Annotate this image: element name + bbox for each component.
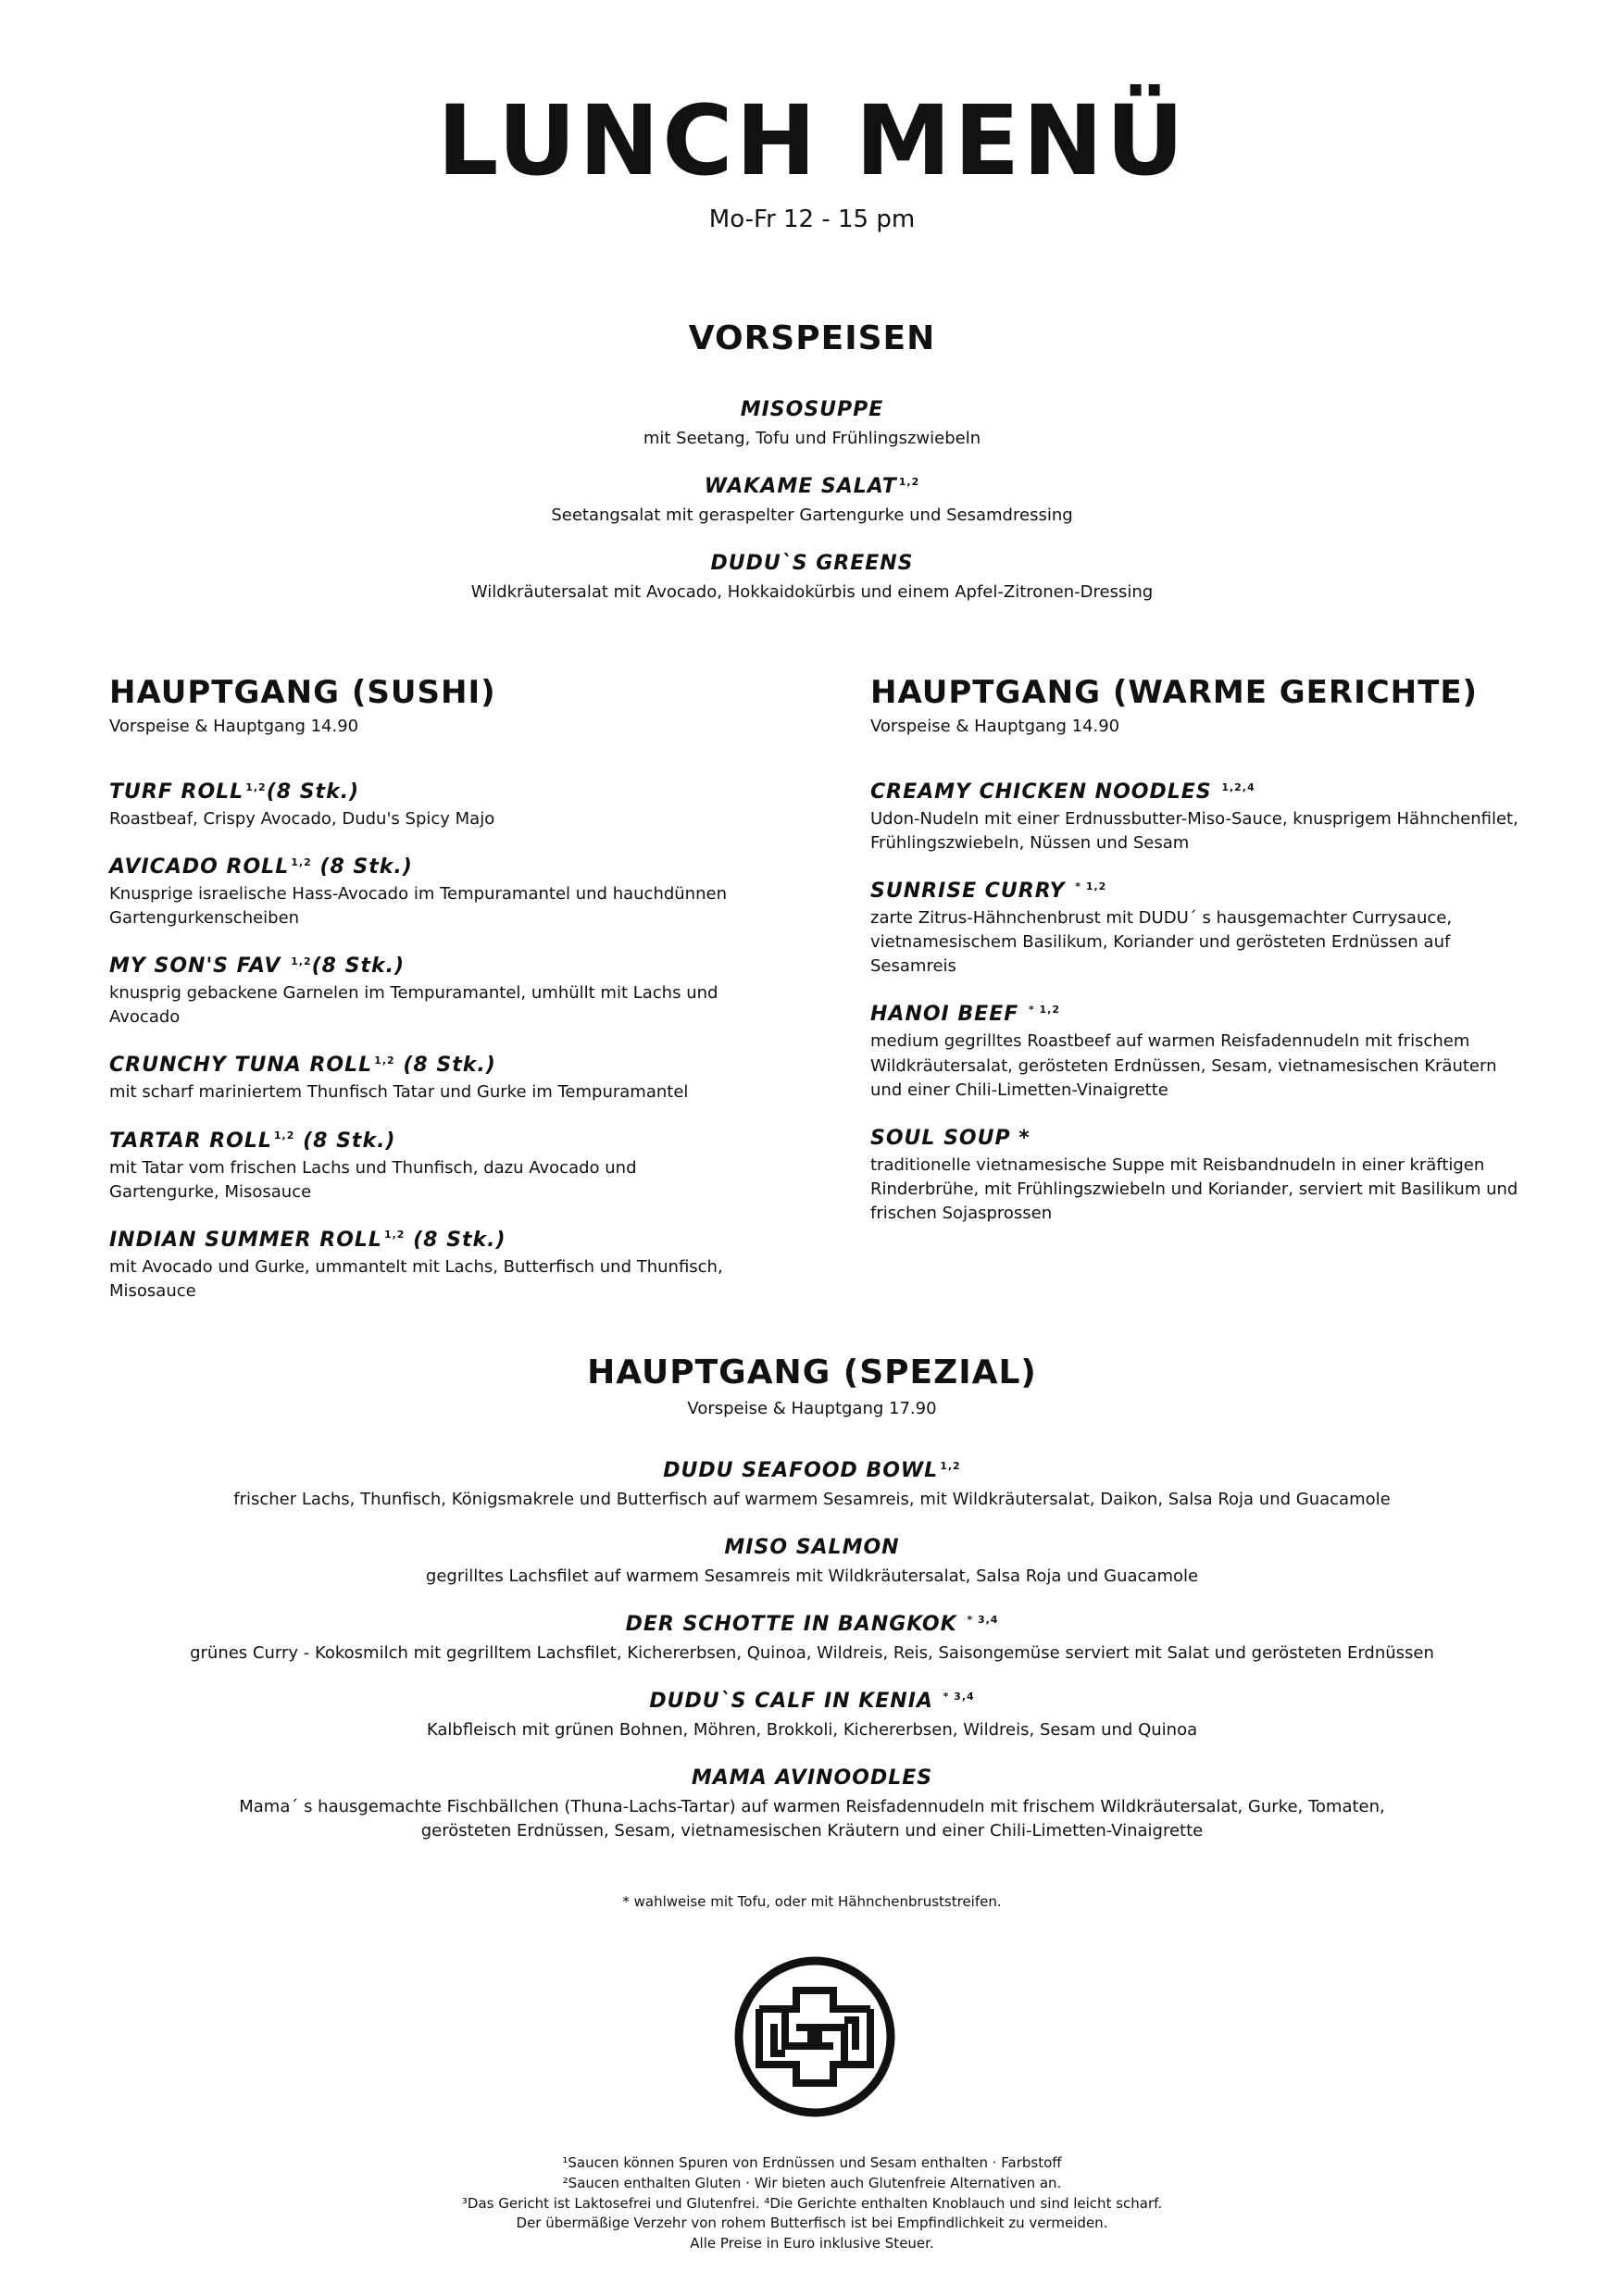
- allergen-marker: * 1,2: [1028, 1004, 1061, 1017]
- item-name: MAMA AVINOODLES: [691, 1766, 933, 1791]
- allergen-marker: 1,2: [940, 1459, 961, 1472]
- menu-item: [0, 1536, 1624, 1589]
- item-name: INDIAN SUMMER ROLL $^{1,2}$ (8 Stk.): [109, 1228, 506, 1252]
- item-description: Wildkräutersalat mit Avocado, Hokkaidokürbis und einem Apfel-Zitronen-Dressing: [470, 582, 1154, 603]
- section-sushi: [109, 674, 748, 1304]
- item-description: knusprig gebackene Garnelen im Tempuramantel, umhüllt mit Lachs und Avocado: [109, 983, 718, 1028]
- page-title: LUNCH MENÜ: [437, 84, 1187, 197]
- allergen-marker: 1,2: [291, 855, 312, 868]
- footnote-tofu-option: * wahlweise mit Tofu, oder mit Hähnchenbruststreifen.: [622, 1893, 1002, 1910]
- allergen-marker: * 3,4: [943, 1690, 975, 1703]
- section-title-spezial: HAUPTGANG (SPEZIAL): [587, 1354, 1037, 1391]
- item-description: mit scharf mariniertem Thunfisch Tatar und Gurke im Tempuramantel: [109, 1082, 689, 1103]
- allergen-marker: 1,2: [245, 780, 267, 793]
- menu-item: [870, 880, 1518, 979]
- allergen-marker: * 3,4: [967, 1613, 999, 1626]
- item-description: frischer Lachs, Thunfisch, Königsmakrele und Butterfisch auf warmem Sesamreis, mit Wildkräutersalat, Daikon, Salsa Roja und Guacamole: [233, 1490, 1391, 1509]
- menu-item: [109, 1129, 748, 1204]
- item-name: MY SON'S FAV $^{1,2}$(8 Stk.): [109, 955, 406, 979]
- menu-item: [870, 1003, 1518, 1102]
- item-description: mit Avocado und Gurke, ummantelt mit Lachs, Butterfisch und Thunfisch, Misosauce: [109, 1256, 723, 1301]
- item-description: medium gegrilltes Roastbeef auf warmen Reisfadennudeln mit frischem Wildkräutersalat, gerösteten Erdnüssen, Sesam, vietnamesischen Kräutern und einer Chili-Limetten-Vinaigrette: [870, 1031, 1497, 1100]
- legal-line: ³Das Gericht ist Laktosefrei und Glutenfrei. ⁴Die Gerichte enthalten Knoblauch und sind leicht scharf.: [461, 2194, 1163, 2212]
- section-warm: [870, 674, 1518, 1226]
- opening-hours: Mo-Fr 12 - 15 pm: [708, 206, 916, 233]
- menu-item: [870, 1127, 1518, 1226]
- item-description: Seetangsalat mit geraspelter Gartengurke und Sesamdressing: [551, 505, 1073, 526]
- allergen-marker: * 1,2: [1075, 880, 1107, 892]
- menu-item: [109, 955, 748, 1029]
- item-description: mit Tatar vom frischen Lachs und Thunfisch, dazu Avocado und Gartengurke, Misosauce: [109, 1157, 637, 1202]
- menu-item: [109, 780, 748, 831]
- allergen-marker: 1,2: [374, 1054, 395, 1067]
- item-name: MISOSUPPE: [740, 398, 884, 421]
- menu-item: [0, 1459, 1624, 1512]
- item-name: DUDU SEAFOOD BOWL $^{1,2}$: [663, 1459, 961, 1482]
- item-name: TARTAR ROLL $^{1,2}$ (8 Stk.): [109, 1129, 396, 1153]
- item-name: HANOI BEEF $^{* 1,2}$: [870, 1003, 1061, 1027]
- section-price: Vorspeise & Hauptgang 14.90: [870, 717, 1120, 736]
- item-description: Kalbfleisch mit grünen Bohnen, Möhren, Brokkoli, Kichererbsen, Wildreis, Sesam und Quinoa: [426, 1720, 1198, 1741]
- item-description: traditionelle vietnamesische Suppe mit Reisbandnudeln in einer kräftigen Rinderbrühe, mit Frühlingszwiebeln und Koriander, serviert mit Basilikum und frischen Sojasprossen: [870, 1154, 1518, 1223]
- legal-line: ¹Saucen können Spuren von Erdnüssen und Sesam enthalten · Farbstoff: [562, 2154, 1062, 2171]
- item-description: gegrilltes Lachsfilet auf warmem Sesamreis mit Wildkräutersalat, Salsa Roja und Guacamole: [425, 1566, 1199, 1587]
- item-name: WAKAME SALAT $^{1,2}$: [704, 475, 920, 499]
- menu-item: [0, 1613, 1624, 1666]
- menu-item: [109, 855, 748, 930]
- menu-item: [109, 1054, 748, 1104]
- item-name: DUDU`S CALF IN KENIA $^{* 3,4}$: [649, 1690, 975, 1714]
- item-name: CREAMY CHICKEN NOODLES $^{1,2,4}$: [870, 780, 1255, 804]
- item-description: Udon-Nudeln mit einer Erdnussbutter-Miso-Sauce, knusprigem Hähnchenfilet, Frühlingszwiebeln, Nüssen und Sesam: [870, 809, 1518, 854]
- item-name: SOUL SOUP *: [870, 1126, 1031, 1150]
- menu-item: [0, 1690, 1624, 1742]
- menu-item: [0, 398, 1624, 451]
- item-description: Mama´ s hausgemachte Fischbällchen (Thuna-Lachs-Tartar) auf warmen Reisfadennudeln mit frischem Wildkräutersalat, Gurke, Tomaten, gerösteten Erdnüssen, Sesam, vietnamesischen Kräutern und einer Chili-Limetten-Vinaigrette: [239, 1797, 1385, 1841]
- allergen-marker: 1,2: [898, 475, 920, 488]
- section-price: Vorspeise & Hauptgang 17.90: [687, 1399, 937, 1418]
- legal-notes: [0, 2153, 1624, 2254]
- item-name: DUDU`S GREENS: [710, 552, 914, 576]
- menu-item: [0, 1766, 1624, 1843]
- menu-item: [870, 780, 1518, 855]
- allergen-marker: 1,2,4: [1221, 780, 1255, 793]
- section-title-sushi: HAUPTGANG (SUSHI): [109, 674, 496, 711]
- item-description: zarte Zitrus-Hähnchenbrust mit DUDU´ s hausgemachter Currysauce, vietnamesischem Basilikum, Koriander und gerösteten Erdnüssen auf Sesamreis: [870, 908, 1453, 977]
- section-vorspeisen: [0, 319, 1624, 605]
- item-description: mit Seetang, Tofu und Frühlingszwiebeln: [643, 429, 981, 448]
- section-title-warm: HAUPTGANG (WARME GERICHTE): [870, 674, 1479, 711]
- item-name: CRUNCHY TUNA ROLL $^{1,2}$ (8 Stk.): [109, 1054, 496, 1078]
- dudu-logo-icon: [731, 1953, 898, 2120]
- item-name: MISO SALMON: [724, 1536, 900, 1560]
- legal-line: Alle Preise in Euro inklusive Steuer.: [690, 2235, 934, 2252]
- menu-item: [109, 1229, 748, 1304]
- item-description: Roastbeaf, Crispy Avocado, Dudu's Spicy Majo: [109, 809, 495, 829]
- item-name: SUNRISE CURRY $^{* 1,2}$: [870, 880, 1107, 904]
- section-title-vorspeisen: VORSPEISEN: [688, 319, 936, 357]
- item-description: grünes Curry - Kokosmilch mit gegrilltem Lachsfilet, Kichererbsen, Quinoa, Wildreis, Reis, Saisongemüse serviert mit Salat und gerösteten Erdnüssen: [190, 1643, 1434, 1664]
- allergen-marker: 1,2: [291, 955, 312, 967]
- item-name: AVICADO ROLL $^{1,2}$ (8 Stk.): [109, 855, 413, 880]
- menu-item: [0, 552, 1624, 605]
- item-name: DER SCHOTTE IN BANGKOK $^{* 3,4}$: [625, 1613, 999, 1637]
- item-description: Knusprige israelische Hass-Avocado im Tempuramantel und hauchdünnen Gartengurkenscheiben: [109, 884, 727, 929]
- section-spezial: [0, 1354, 1624, 1844]
- item-name: TURF ROLL $^{1,2}$(8 Stk.): [109, 780, 360, 804]
- allergen-marker: 1,2: [383, 1229, 406, 1242]
- section-price: Vorspeise & Hauptgang 14.90: [109, 717, 359, 736]
- allergen-marker: 1,2: [273, 1129, 295, 1142]
- legal-line: Der übermäßige Verzehr von rohem Butterfisch ist bei Empfindlichkeit zu vermeiden.: [516, 2215, 1108, 2232]
- legal-line: ²Saucen enthalten Gluten · Wir bieten auch Glutenfreie Alternativen an.: [562, 2174, 1062, 2191]
- menu-item: [0, 475, 1624, 528]
